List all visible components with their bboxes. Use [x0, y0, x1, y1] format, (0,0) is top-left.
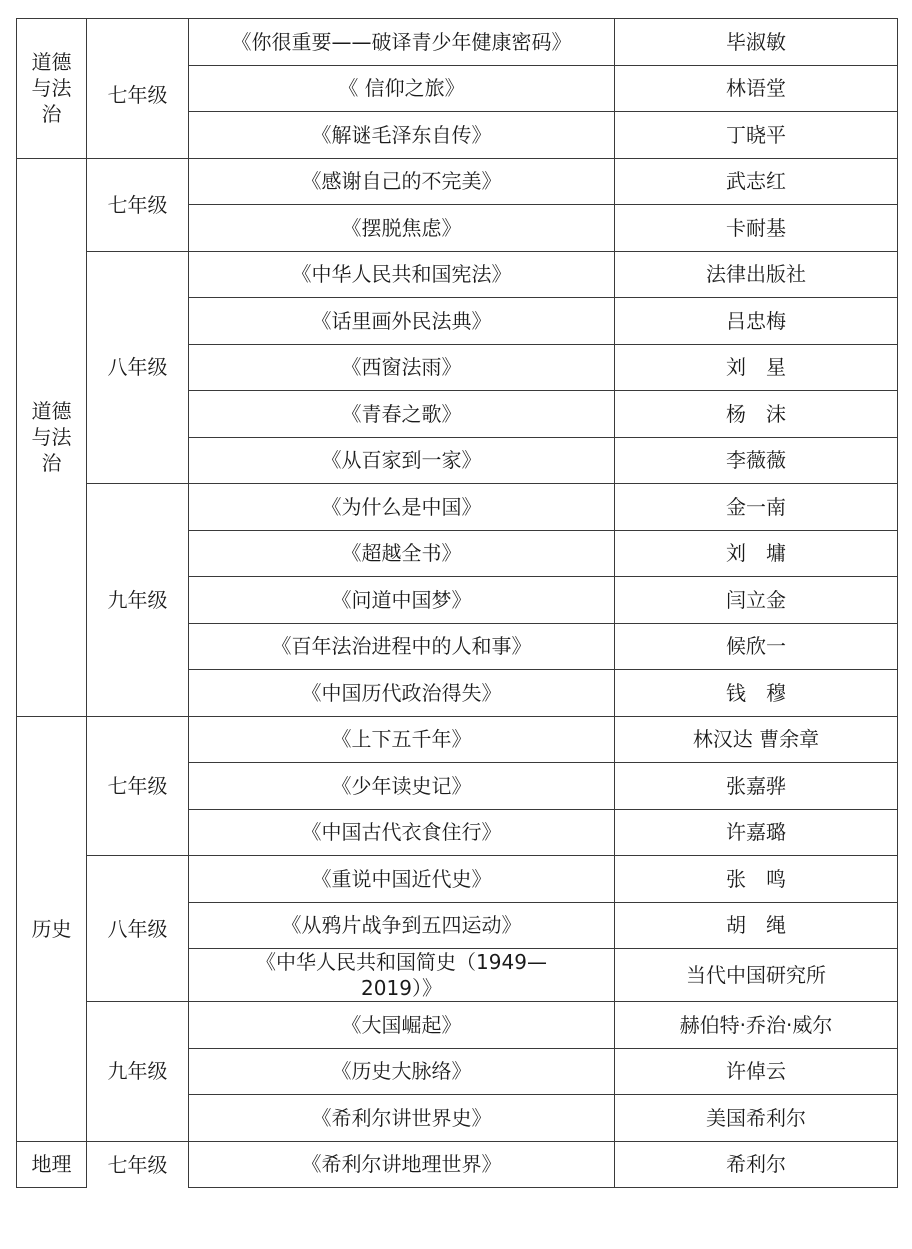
book-author: 候欣一 — [615, 623, 898, 670]
book-title: 《希利尔讲地理世界》 — [189, 1141, 615, 1188]
grade-cell: 七年级 — [87, 1141, 189, 1188]
subject-cell: 历史 — [17, 716, 87, 1141]
book-author: 金一南 — [615, 484, 898, 531]
book-author: 美国希利尔 — [615, 1095, 898, 1142]
book-title: 《解谜毛泽东自传》 — [189, 112, 615, 159]
table-row — [17, 1002, 898, 1049]
book-author: 张 鸣 — [615, 856, 898, 903]
book-title: 《大国崛起》 — [189, 1002, 615, 1049]
table-row — [17, 158, 898, 205]
book-title: 《摆脱焦虑》 — [189, 205, 615, 252]
book-title: 《西窗法雨》 — [189, 344, 615, 391]
grade-cell: 八年级 — [87, 856, 189, 1002]
book-author: 武志红 — [615, 158, 898, 205]
book-author: 许嘉璐 — [615, 809, 898, 856]
book-author: 闫立金 — [615, 577, 898, 624]
book-author: 希利尔 — [615, 1141, 898, 1188]
subject-cell: 地理 — [17, 1141, 87, 1188]
book-author: 刘 墉 — [615, 530, 898, 577]
book-title: 《少年读史记》 — [189, 763, 615, 810]
book-title: 《中国历代政治得失》 — [189, 670, 615, 717]
grade-cell: 七年级 — [87, 158, 189, 251]
table-row — [17, 251, 898, 298]
book-title: 《感谢自己的不完美》 — [189, 158, 615, 205]
book-title: 《希利尔讲世界史》 — [189, 1095, 615, 1142]
book-title: 《历史大脉络》 — [189, 1048, 615, 1095]
book-author: 法律出版社 — [615, 251, 898, 298]
table-row — [17, 19, 898, 66]
book-title: 《 信仰之旅》 — [189, 65, 615, 112]
book-title: 《上下五千年》 — [189, 716, 615, 763]
book-title: 《青春之歌》 — [189, 391, 615, 438]
book-author: 林汉达 曹余章 — [615, 716, 898, 763]
book-title: 《从鸦片战争到五四运动》 — [189, 902, 615, 949]
book-author: 钱 穆 — [615, 670, 898, 717]
table-row — [17, 1141, 898, 1188]
book-author: 刘 星 — [615, 344, 898, 391]
book-title: 《你很重要——破译青少年健康密码》 — [189, 19, 615, 66]
book-author: 赫伯特·乔治·威尔 — [615, 1002, 898, 1049]
book-title: 《问道中国梦》 — [189, 577, 615, 624]
book-author: 卡耐基 — [615, 205, 898, 252]
book-author: 杨 沫 — [615, 391, 898, 438]
grade-cell: 七年级 — [87, 19, 189, 159]
grade-cell: 七年级 — [87, 716, 189, 856]
table-row — [17, 856, 898, 903]
book-author: 张嘉骅 — [615, 763, 898, 810]
book-title: 《超越全书》 — [189, 530, 615, 577]
reading-list-table — [16, 18, 898, 1188]
book-author: 丁晓平 — [615, 112, 898, 159]
book-title-text: 《中华人民共和国简史（1949—2019）》 — [256, 950, 547, 1000]
table-row — [17, 484, 898, 531]
book-author: 林语堂 — [615, 65, 898, 112]
book-author: 吕忠梅 — [615, 298, 898, 345]
book-author: 当代中国研究所 — [615, 949, 898, 1002]
table-row — [17, 716, 898, 763]
book-title: 《百年法治进程中的人和事》 — [189, 623, 615, 670]
book-title: 《中国古代衣食住行》 — [189, 809, 615, 856]
book-title — [189, 949, 615, 1002]
grade-cell: 九年级 — [87, 1002, 189, 1142]
grade-cell: 八年级 — [87, 251, 189, 484]
book-author: 许倬云 — [615, 1048, 898, 1095]
book-title: 《话里画外民法典》 — [189, 298, 615, 345]
book-title: 《重说中国近代史》 — [189, 856, 615, 903]
subject-cell: 道德 与法 治 — [17, 158, 87, 716]
book-title: 《从百家到一家》 — [189, 437, 615, 484]
book-title: 《中华人民共和国宪法》 — [189, 251, 615, 298]
subject-cell: 道德 与法 治 — [17, 19, 87, 159]
book-author: 李薇薇 — [615, 437, 898, 484]
book-author: 胡 绳 — [615, 902, 898, 949]
book-author: 毕淑敏 — [615, 19, 898, 66]
book-title: 《为什么是中国》 — [189, 484, 615, 531]
grade-cell: 九年级 — [87, 484, 189, 717]
